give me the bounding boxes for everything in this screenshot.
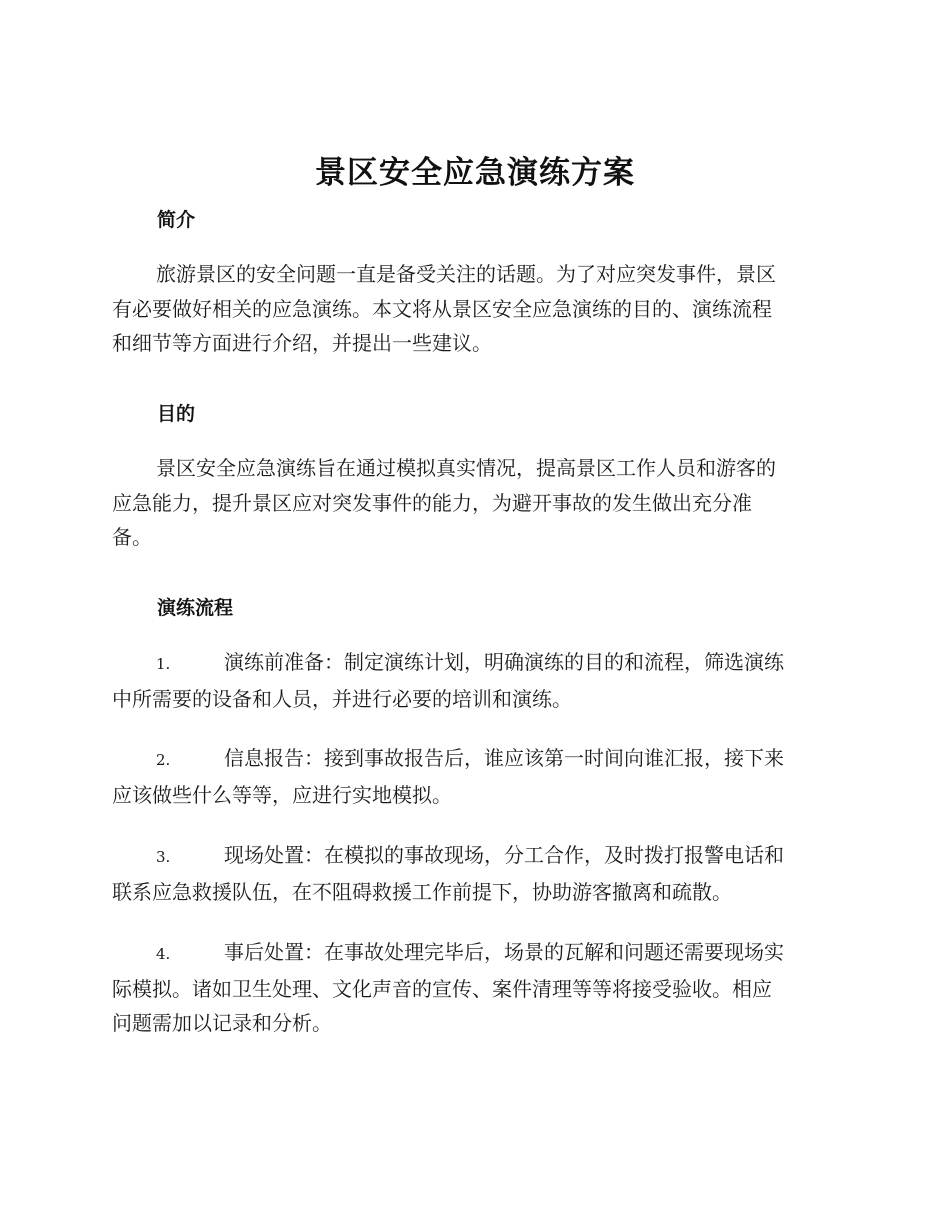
paragraph-line: 应急能力，提升景区应对突发事件的能力，为避开事故的发生做出充分准 xyxy=(112,490,752,515)
list-item-number: 3. xyxy=(156,848,171,866)
list-item-text: 现场处置：在模拟的事故现场，分工合作，及时拨打报警电话和 xyxy=(224,843,784,867)
list-item-first-line xyxy=(112,741,832,778)
section-heading-process: 演练流程 xyxy=(157,597,234,619)
paragraph-line: 和细节等方面进行介绍，并提出一些建议。 xyxy=(112,331,492,355)
list-item-number: 1. xyxy=(156,655,171,673)
paragraph-line: 有必要做好相关的应急演练。本文将从景区安全应急演练的目的、演练流程 xyxy=(112,296,772,321)
paragraph-line: 旅游景区的安全问题一直是备受关注的话题。为了对应突发事件，景区 xyxy=(156,262,776,286)
paragraph-line: 联系应急救援队伍，在不阻碍救援工作前提下，协助游客撤离和疏散。 xyxy=(112,879,732,904)
list-item-first-line xyxy=(112,935,832,972)
list-item-text: 信息报告：接到事故报告后，谁应该第一时间向谁汇报，接下来 xyxy=(224,746,784,770)
paragraph-line: 问题需加以记录和分析。 xyxy=(112,1011,332,1035)
paragraph-line: 应该做些什么等等，应进行实地模拟。 xyxy=(112,782,452,807)
paragraph-line: 备。 xyxy=(112,525,152,549)
paragraph-line: 景区安全应急演练旨在通过模拟真实情况，提高景区工作人员和游客的 xyxy=(156,456,776,480)
list-item-text: 演练前准备：制定演练计划，明确演练的目的和流程，筛选演练 xyxy=(224,650,784,674)
process-list-item xyxy=(112,645,832,716)
list-item-number: 4. xyxy=(156,945,171,963)
paragraph-line: 际模拟。诸如卫生处理、文化声音的宣传、案件清理等等将接受验收。相应 xyxy=(112,976,772,1001)
purpose-paragraph xyxy=(112,451,832,555)
list-item-first-line xyxy=(112,838,832,875)
process-list-item xyxy=(112,741,832,812)
section-heading-intro: 简介 xyxy=(157,209,196,231)
list-item-text: 事后处置：在事故处理完毕后，场景的瓦解和问题还需要现场实 xyxy=(224,940,784,964)
process-list-item xyxy=(112,838,832,909)
list-item-first-line xyxy=(112,645,832,682)
section-heading-purpose: 目的 xyxy=(157,403,196,425)
process-list-item xyxy=(112,935,832,1041)
list-item-number: 2. xyxy=(156,751,171,769)
document-title: 景区安全应急演练方案 xyxy=(315,155,635,191)
paragraph-line: 中所需要的设备和人员，并进行必要的培训和演练。 xyxy=(112,686,572,711)
intro-paragraph xyxy=(112,257,832,361)
